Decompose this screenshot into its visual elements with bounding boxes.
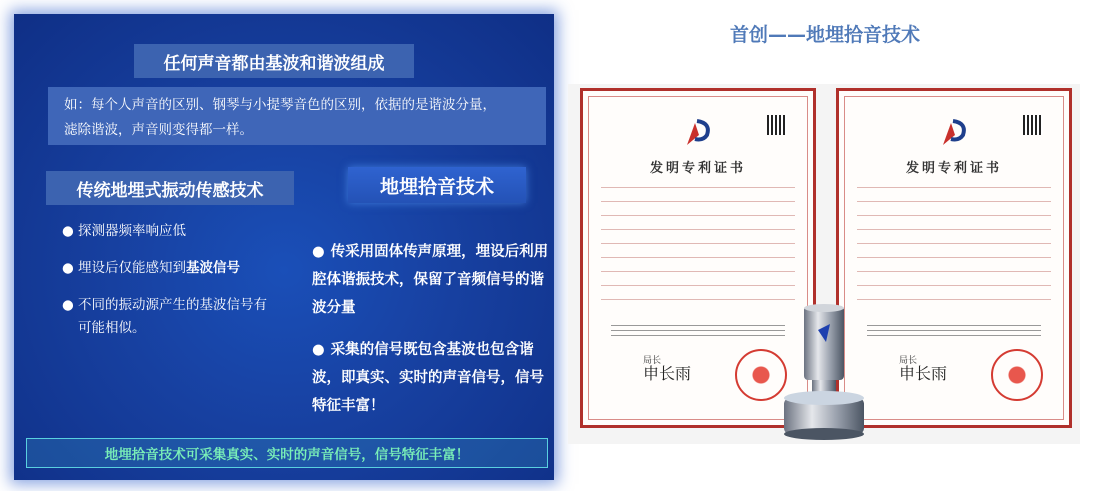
certificate-body <box>611 325 785 340</box>
bullet-icon: ● <box>62 223 74 239</box>
certificate-fields <box>601 187 795 313</box>
signature: 申长雨 <box>899 364 948 383</box>
bullet-icon: ● <box>62 260 74 276</box>
example-line-1: 如：每个人声音的区别、钢琴与小提琴音色的区别，依据的是谐波分量， <box>64 97 496 113</box>
example-box <box>48 87 546 145</box>
traditional-title: 传统地埋式振动传感技术 <box>46 171 294 205</box>
list-item: ● 探测器频率响应低 <box>62 220 272 243</box>
list-item: ● 传采用固体传声原理，埋设后利用腔体谐振技术，保留了音频信号的谐波分量 <box>312 244 549 316</box>
left-info-panel <box>14 14 554 480</box>
official-seal-icon <box>991 349 1043 401</box>
qr-code-icon <box>1023 115 1043 135</box>
bullet-icon: ● <box>62 297 74 313</box>
bullet-icon: ● <box>312 244 325 260</box>
signer-label: 局长 <box>899 356 918 366</box>
geo-pickup-title: 地埋拾音技术 <box>348 167 526 203</box>
traditional-list <box>62 220 272 354</box>
list-item: ● 埋设后仅能感知到基波信号 <box>62 257 272 280</box>
signer-label: 局长 <box>643 356 662 366</box>
certificate-body <box>867 325 1041 340</box>
certificate-title: 发明专利证书 <box>905 161 1002 176</box>
geo-list <box>312 238 558 434</box>
list-item: ● 采集的信号既包含基波也包含谐波，即真实、实时的声音信号，信号特征丰富！ <box>312 342 544 414</box>
cnipa-logo-icon <box>937 117 971 149</box>
signature: 申长雨 <box>643 364 692 383</box>
example-line-2: 滤除谐波，声音则变得都一样。 <box>64 122 253 138</box>
sensor-device-image <box>778 302 870 442</box>
certificate-fields <box>857 187 1051 313</box>
right-title: 首创——地埋拾音技术 <box>730 24 921 46</box>
certificate-title: 发明专利证书 <box>649 161 746 176</box>
cnipa-logo-icon <box>681 117 715 149</box>
patent-certificate-2 <box>836 88 1072 428</box>
bottom-banner: 地埋拾音技术可采集真实、实时的声音信号，信号特征丰富！ <box>26 438 548 468</box>
bullet-icon: ● <box>312 342 325 358</box>
qr-code-icon <box>767 115 787 135</box>
list-item: ● 不同的振动源产生的基波信号有可能相似。 <box>62 294 272 340</box>
harmonic-header: 任何声音都由基波和谐波组成 <box>134 44 414 78</box>
